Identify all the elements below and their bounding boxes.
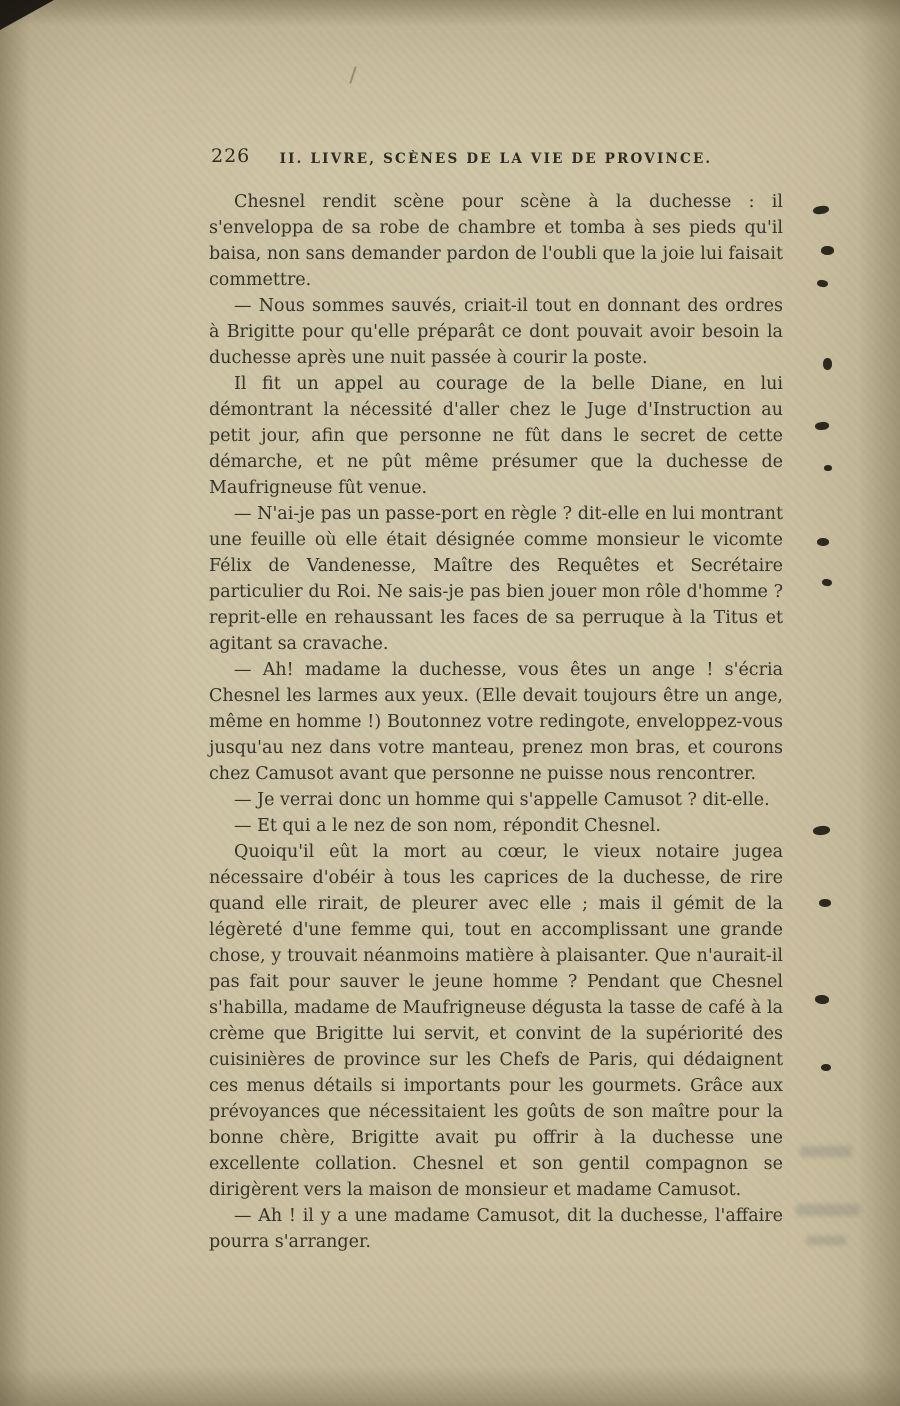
ink-blot [817,279,829,287]
ink-blot [817,538,829,546]
bleed-through-smudge [800,1146,852,1157]
running-header-title: II. LIVRE, SCÈNES DE LA VIE DE PROVINCE. [279,151,713,167]
ink-blot [824,465,832,471]
ink-blot [819,899,831,907]
page-text-block [209,145,783,1255]
ink-blot [815,421,830,430]
bleed-through-smudge [796,1204,860,1216]
paragraph-9: — Ah ! il y a une madame Camusot, dit la duchesse, l'affaire pourra s'arranger. [209,1206,783,1252]
paragraph-2: — Nous sommes sauvés, criait-il tout en donnant des ordres à Brigitte pour qu'elle préparât ce dont pouvait avoir besoin la duchesse après une nuit passée à courir la poste. [209,296,783,368]
paragraph-7: — Et qui a le nez de son nom, répondit Chesnel. [234,816,661,836]
ink-blot [822,578,833,586]
scan-artifact-hairline [349,66,356,84]
scan-artifact-corner [0,0,54,30]
paragraph-1: Chesnel rendit scène pour scène à la duchesse : il s'enveloppa de sa robe de chambre et tomba à ses pieds qu'il baisa, non sans demander pardon de l'oubli que la joie lui faisait commettre. [209,192,783,290]
page-number: 226 [211,145,251,167]
ink-blot [815,995,830,1005]
ink-blot [821,246,834,255]
bleed-through-smudge [806,1236,846,1245]
ink-blot [813,825,831,836]
page-body-text [209,189,783,1255]
ink-blot [821,1064,831,1071]
ink-blot [823,358,832,370]
paragraph-4: — N'ai-je pas un passe-port en règle ? dit-elle en lui montrant une feuille où elle était désignée comme monsieur le vicomte Félix de Vandenesse, Maître des Requêtes et Secrétaire particulier du Roi. Ne sais-je pas bien jouer mon rôle d'homme ? reprit-elle en rehaussant les faces de sa perruque à la Titus et agitant sa cravache. [209,504,783,654]
paragraph-3: Il fit un appel au courage de la belle Diane, en lui démontrant la nécessité d'aller chez le Juge d'Instruction au petit jour, afin que personne ne fût dans le secret de cette démarche, et ne pût même présumer que la duchesse de Maufrigneuse fût venue. [209,374,783,498]
paragraph-8: Quoiqu'il eût la mort au cœur, le vieux notaire jugea nécessaire d'obéir à tous les caprices de la duchesse, de rire quand elle rirait, de pleurer avec elle ; mais il gémit de la légèreté d'une femme qui, tout en accomplissant une grande chose, y trouvait néanmoins matière à plaisanter. Que n'aurait-il pas fait pour sauver le jeune homme ? Pendant que Chesnel s'habilla, madame de Maufrigneuse dégusta la tasse de café à la crème que Brigitte lui servit, et convint de la supériorité des cuisinières de province sur les Chefs de Paris, qui dédaignent ces menus détails si importants pour les gourmets. Grâce aux prévoyances que nécessitaient les goûts de son maître pour la bonne chère, Brigitte avait pu offrir à la duchesse une excellente collation. Chesnel et son gentil compagnon se dirigèrent vers la maison de monsieur et madame Camusot. [209,842,783,1200]
ink-blot [813,205,830,215]
paragraph-6: — Je verrai donc un homme qui s'appelle Camusot ? dit-elle. [234,790,770,810]
paragraph-5: — Ah! madame la duchesse, vous êtes un ange ! s'écria Chesnel les larmes aux yeux. (Elle devait toujours être un ange, même en homme !) Boutonnez votre redingote, enveloppez-vous jusqu'au nez dans votre manteau, prenez mon bras, et courons chez Camusot avant que personne ne puisse nous rencontrer. [209,660,783,784]
running-header [209,145,783,176]
